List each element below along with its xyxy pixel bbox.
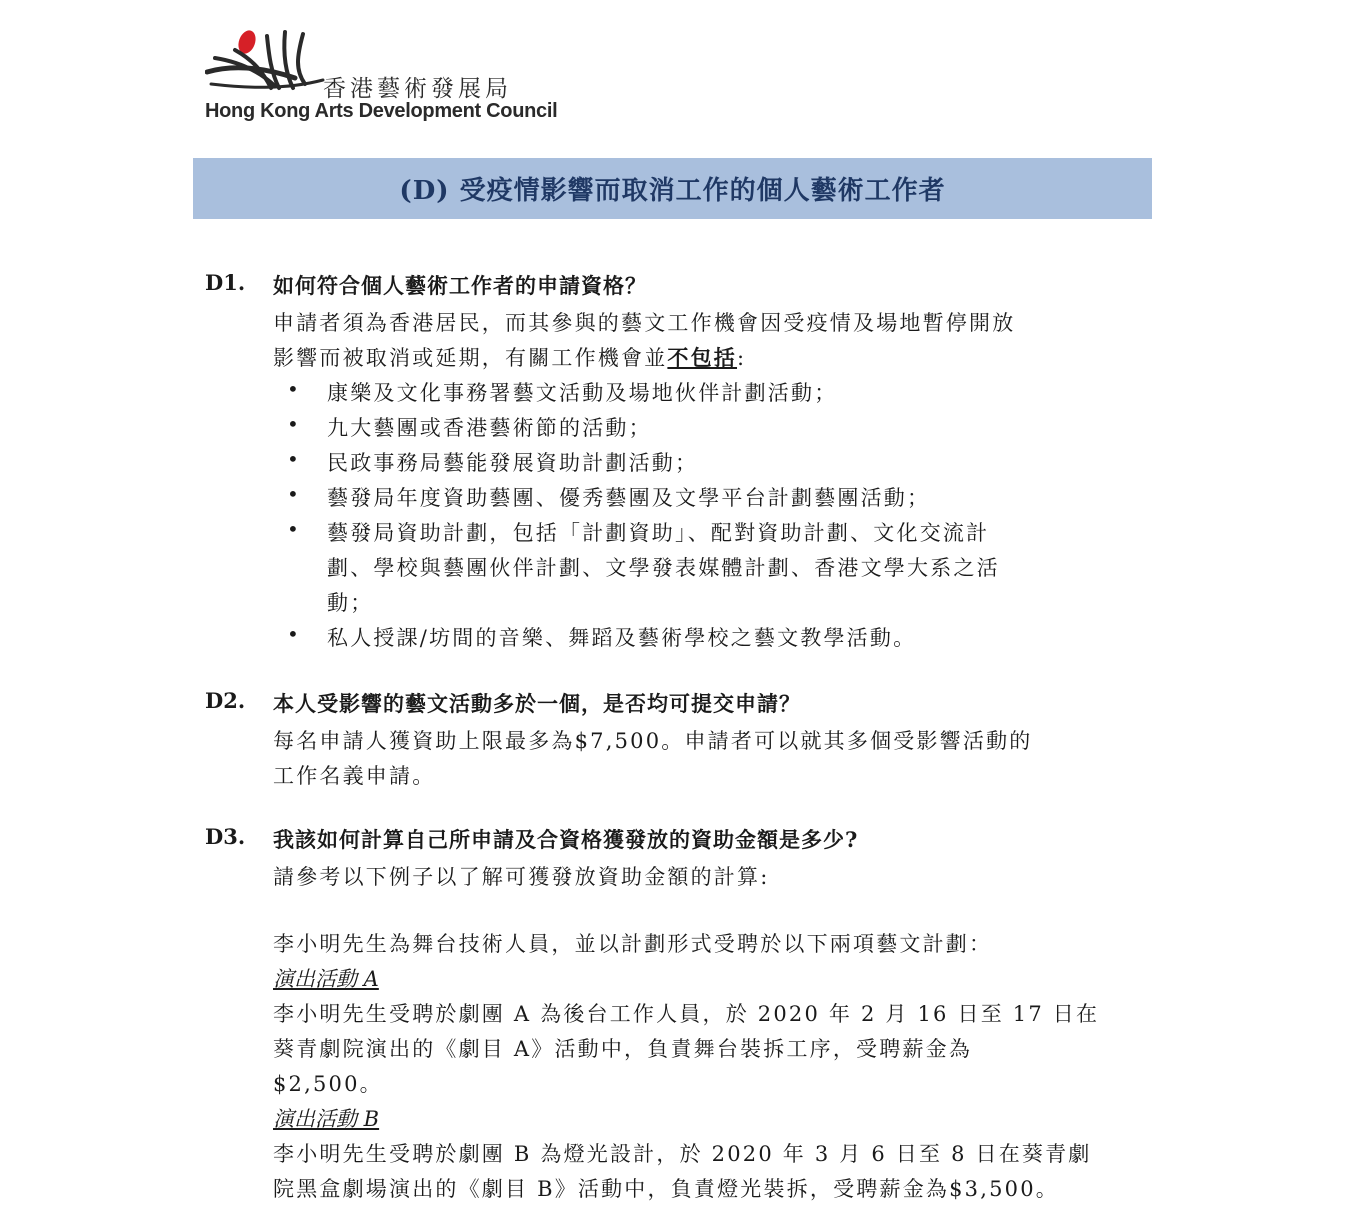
bullet-icon: • — [287, 482, 299, 506]
bullet-icon: • — [287, 447, 299, 471]
logo-chinese-name: 香港藝術發展局 — [323, 76, 512, 102]
answer-line: 工作名義申請。 — [273, 764, 436, 788]
list-item: 藝發局資助計劃，包括「計劃資助」、配對資助計劃、文化交流計 — [327, 521, 990, 545]
hkadc-emblem-icon — [205, 28, 325, 98]
activity-a-line: $2,500。 — [273, 1072, 383, 1096]
bullet-icon: • — [287, 412, 299, 436]
list-item-continued: 劃、學校與藝團伙伴計劃、文學發表媒體計劃、香港文學大系之活 — [327, 556, 1000, 580]
question-title: 本人受影響的藝文活動多於一個，是否均可提交申請？ — [273, 691, 801, 716]
activity-a-line: 李小明先生受聘於劇團 A 為後台工作人員，於 2020 年 2 月 16 日至 17 日在 — [273, 1002, 1100, 1026]
activity-a-line: 葵青劇院演出的《劇目 A》活動中，負責舞台裝拆工序，受聘薪金為 — [273, 1037, 973, 1061]
answer-line — [273, 342, 746, 372]
list-item-continued: 動； — [327, 591, 374, 615]
question-number: D1. — [205, 270, 246, 295]
list-item: 九大藝團或香港藝術節的活動； — [327, 416, 652, 440]
example-intro: 李小明先生為舞台技術人員，並以計劃形式受聘於以下兩項藝文計劃： — [273, 932, 993, 956]
list-item: 康樂及文化事務署藝文活動及場地伙伴計劃活動； — [327, 381, 838, 405]
answer-line: 請參考以下例子以了解可獲發放資助金額的計算: — [273, 865, 770, 889]
answer-text: 影響而被取消或延期，有關工作機會並 — [273, 346, 668, 370]
activity-b-line: 李小明先生受聘於劇團 B 為燈光設計，於 2020 年 3 月 6 日至 8 日在葵青劇 — [273, 1142, 1092, 1166]
activity-b-label: 演出活動 B — [273, 1107, 380, 1131]
answer-line: 申請者須為香港居民，而其參與的藝文工作機會因受疫情及場地暫停開放 — [273, 311, 1016, 335]
section-title: (D) 受疫情影響而取消工作的個人藝術工作者 — [399, 176, 946, 206]
question-number: D3. — [205, 824, 246, 849]
bullet-icon: • — [287, 517, 299, 541]
question-number: D2. — [205, 688, 246, 713]
logo-english-name: Hong Kong Arts Development Council — [205, 100, 558, 122]
answer-text: : — [737, 346, 747, 370]
hkadc-logo — [205, 28, 565, 128]
list-item: 藝發局年度資助藝團、優秀藝團及文學平台計劃藝團活動； — [327, 486, 931, 510]
answer-line: 每名申請人獲資助上限最多為$7,500。申請者可以就其多個受影響活動的 — [273, 729, 1033, 753]
activity-a-label: 演出活動 A — [273, 967, 379, 991]
bullet-icon: • — [287, 622, 299, 646]
bullet-icon: • — [287, 377, 299, 401]
list-item: 民政事務局藝能發展資助計劃活動； — [327, 451, 699, 475]
list-item: 私人授課/坊間的音樂、舞蹈及藝術學校之藝文教學活動。 — [327, 626, 917, 650]
question-title: 我該如何計算自己所申請及合資格獲發放的資助金額是多少? — [273, 827, 859, 852]
section-banner — [193, 158, 1152, 219]
question-title: 如何符合個人藝術工作者的申請資格？ — [273, 273, 647, 298]
emphasis-not-included: 不包括 — [667, 345, 738, 370]
activity-b-line: 院黑盒劇場演出的《劇目 B》活動中，負責燈光裝拆，受聘薪金為$3,500。 — [273, 1177, 1059, 1201]
